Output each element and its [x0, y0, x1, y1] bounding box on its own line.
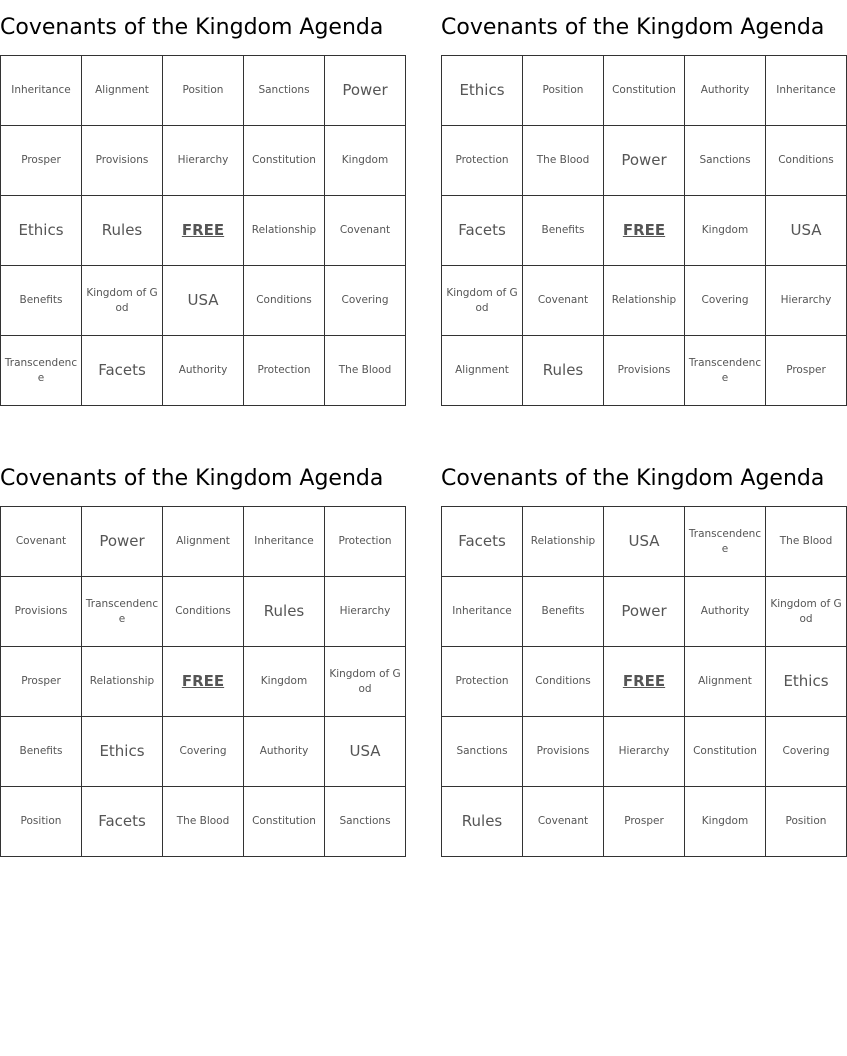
- bingo-cell: Sanctions: [244, 56, 325, 126]
- bingo-row: [442, 717, 847, 787]
- bingo-row: [1, 196, 406, 266]
- card-title: Covenants of the Kingdom Agenda: [0, 466, 384, 491]
- bingo-row: [1, 507, 406, 577]
- bingo-cell: Facets: [442, 196, 523, 266]
- bingo-cell: Ethics: [82, 717, 163, 787]
- bingo-card-3: [0, 451, 401, 857]
- card-title: Covenants of the Kingdom Agenda: [0, 15, 384, 40]
- bingo-cell: The Blood: [523, 126, 604, 196]
- bingo-cell: Provisions: [1, 577, 82, 647]
- bingo-cell: Facets: [82, 336, 163, 406]
- free-space-cell: FREE: [163, 647, 244, 717]
- bingo-cell: Provisions: [523, 717, 604, 787]
- bingo-cell: Hierarchy: [766, 266, 847, 336]
- bingo-cell: Authority: [685, 56, 766, 126]
- bingo-row: [442, 266, 847, 336]
- bingo-cell: The Blood: [766, 507, 847, 577]
- bingo-cell: Transcendence: [1, 336, 82, 406]
- bingo-row: [1, 647, 406, 717]
- bingo-cell: Prosper: [766, 336, 847, 406]
- bingo-cell: USA: [163, 266, 244, 336]
- bingo-cell: Protection: [442, 647, 523, 717]
- bingo-row: [442, 507, 847, 577]
- bingo-row: [442, 126, 847, 196]
- bingo-row: [1, 126, 406, 196]
- bingo-grid: [441, 55, 847, 406]
- bingo-cell: Relationship: [82, 647, 163, 717]
- bingo-cell: Covenant: [1, 507, 82, 577]
- bingo-cell: Protection: [442, 126, 523, 196]
- bingo-row: [442, 336, 847, 406]
- bingo-cell: Covering: [766, 717, 847, 787]
- bingo-cell: Inheritance: [766, 56, 847, 126]
- free-space-cell: FREE: [604, 196, 685, 266]
- bingo-row: [442, 56, 847, 126]
- bingo-cell: Power: [604, 577, 685, 647]
- bingo-cell: Prosper: [1, 647, 82, 717]
- bingo-card-4: [441, 451, 842, 857]
- free-space-cell: FREE: [163, 196, 244, 266]
- bingo-cell: Kingdom of God: [766, 577, 847, 647]
- bingo-cell: Constitution: [685, 717, 766, 787]
- bingo-cell: Ethics: [766, 647, 847, 717]
- bingo-cell: Provisions: [82, 126, 163, 196]
- bingo-cell: Inheritance: [244, 507, 325, 577]
- bingo-cell: Covenant: [523, 266, 604, 336]
- bingo-cell: Covenant: [523, 787, 604, 857]
- bingo-cell: Conditions: [523, 647, 604, 717]
- card-title: Covenants of the Kingdom Agenda: [441, 466, 825, 491]
- bingo-cell: Rules: [442, 787, 523, 857]
- bingo-cell: Covering: [325, 266, 406, 336]
- bingo-cell: Ethics: [442, 56, 523, 126]
- bingo-cell: Inheritance: [442, 577, 523, 647]
- bingo-cell: Covering: [685, 266, 766, 336]
- bingo-cell: Kingdom: [244, 647, 325, 717]
- bingo-cell: Constitution: [244, 126, 325, 196]
- bingo-cell: Protection: [244, 336, 325, 406]
- bingo-cell: Benefits: [1, 717, 82, 787]
- bingo-cell: Power: [604, 126, 685, 196]
- bingo-cell: Protection: [325, 507, 406, 577]
- bingo-cell: Prosper: [1, 126, 82, 196]
- bingo-cell: Hierarchy: [604, 717, 685, 787]
- bingo-cell: Sanctions: [325, 787, 406, 857]
- bingo-row: [1, 717, 406, 787]
- bingo-row: [442, 647, 847, 717]
- bingo-cell: Benefits: [523, 196, 604, 266]
- card-title: Covenants of the Kingdom Agenda: [441, 15, 825, 40]
- bingo-cell: Alignment: [442, 336, 523, 406]
- bingo-cell: Benefits: [523, 577, 604, 647]
- bingo-cell: Rules: [523, 336, 604, 406]
- bingo-card-2: [441, 0, 836, 406]
- bingo-cell: Power: [82, 507, 163, 577]
- bingo-grid: [0, 55, 406, 406]
- bingo-cell: Transcendence: [685, 507, 766, 577]
- bingo-cell: The Blood: [163, 787, 244, 857]
- bingo-cell: Conditions: [766, 126, 847, 196]
- bingo-cell: Position: [523, 56, 604, 126]
- bingo-cell: Authority: [244, 717, 325, 787]
- bingo-cell: Kingdom: [685, 787, 766, 857]
- bingo-cell: USA: [604, 507, 685, 577]
- bingo-cell: Alignment: [82, 56, 163, 126]
- bingo-cell: Transcendence: [82, 577, 163, 647]
- bingo-cell: Rules: [244, 577, 325, 647]
- bingo-cell: Kingdom: [685, 196, 766, 266]
- bingo-cell: Alignment: [163, 507, 244, 577]
- bingo-cell: Transcendence: [685, 336, 766, 406]
- bingo-cell: Hierarchy: [163, 126, 244, 196]
- bingo-card-1: [0, 0, 392, 406]
- bingo-cell: Alignment: [685, 647, 766, 717]
- bingo-cell: Authority: [685, 577, 766, 647]
- bingo-cell: Covenant: [325, 196, 406, 266]
- bingo-grid: [441, 506, 847, 857]
- bingo-cell: Conditions: [244, 266, 325, 336]
- bingo-cell: Facets: [442, 507, 523, 577]
- bingo-row: [1, 56, 406, 126]
- bingo-cell: Rules: [82, 196, 163, 266]
- bingo-cell: Sanctions: [442, 717, 523, 787]
- bingo-row: [1, 577, 406, 647]
- bingo-cell: Relationship: [244, 196, 325, 266]
- bingo-row: [1, 336, 406, 406]
- bingo-cell: Kingdom of God: [325, 647, 406, 717]
- bingo-cell: The Blood: [325, 336, 406, 406]
- bingo-cell: Constitution: [604, 56, 685, 126]
- bingo-cell: Conditions: [163, 577, 244, 647]
- bingo-cell: Position: [1, 787, 82, 857]
- bingo-cell: USA: [325, 717, 406, 787]
- bingo-cell: Hierarchy: [325, 577, 406, 647]
- bingo-cell: Kingdom of God: [442, 266, 523, 336]
- bingo-row: [442, 196, 847, 266]
- bingo-row: [442, 787, 847, 857]
- bingo-cell: Position: [766, 787, 847, 857]
- bingo-cell: Benefits: [1, 266, 82, 336]
- bingo-cell: Power: [325, 56, 406, 126]
- bingo-cell: Relationship: [604, 266, 685, 336]
- bingo-row: [1, 266, 406, 336]
- bingo-cell: Facets: [82, 787, 163, 857]
- bingo-cell: Prosper: [604, 787, 685, 857]
- bingo-cell: Covering: [163, 717, 244, 787]
- bingo-cell: Kingdom of God: [82, 266, 163, 336]
- bingo-row: [442, 577, 847, 647]
- bingo-row: [1, 787, 406, 857]
- bingo-cell: Sanctions: [685, 126, 766, 196]
- bingo-cell: Provisions: [604, 336, 685, 406]
- bingo-cell: Relationship: [523, 507, 604, 577]
- bingo-cell: USA: [766, 196, 847, 266]
- bingo-cell: Constitution: [244, 787, 325, 857]
- bingo-cell: Kingdom: [325, 126, 406, 196]
- bingo-cell: Ethics: [1, 196, 82, 266]
- free-space-cell: FREE: [604, 647, 685, 717]
- bingo-cell: Position: [163, 56, 244, 126]
- bingo-cell: Inheritance: [1, 56, 82, 126]
- bingo-cell: Authority: [163, 336, 244, 406]
- bingo-grid: [0, 506, 406, 857]
